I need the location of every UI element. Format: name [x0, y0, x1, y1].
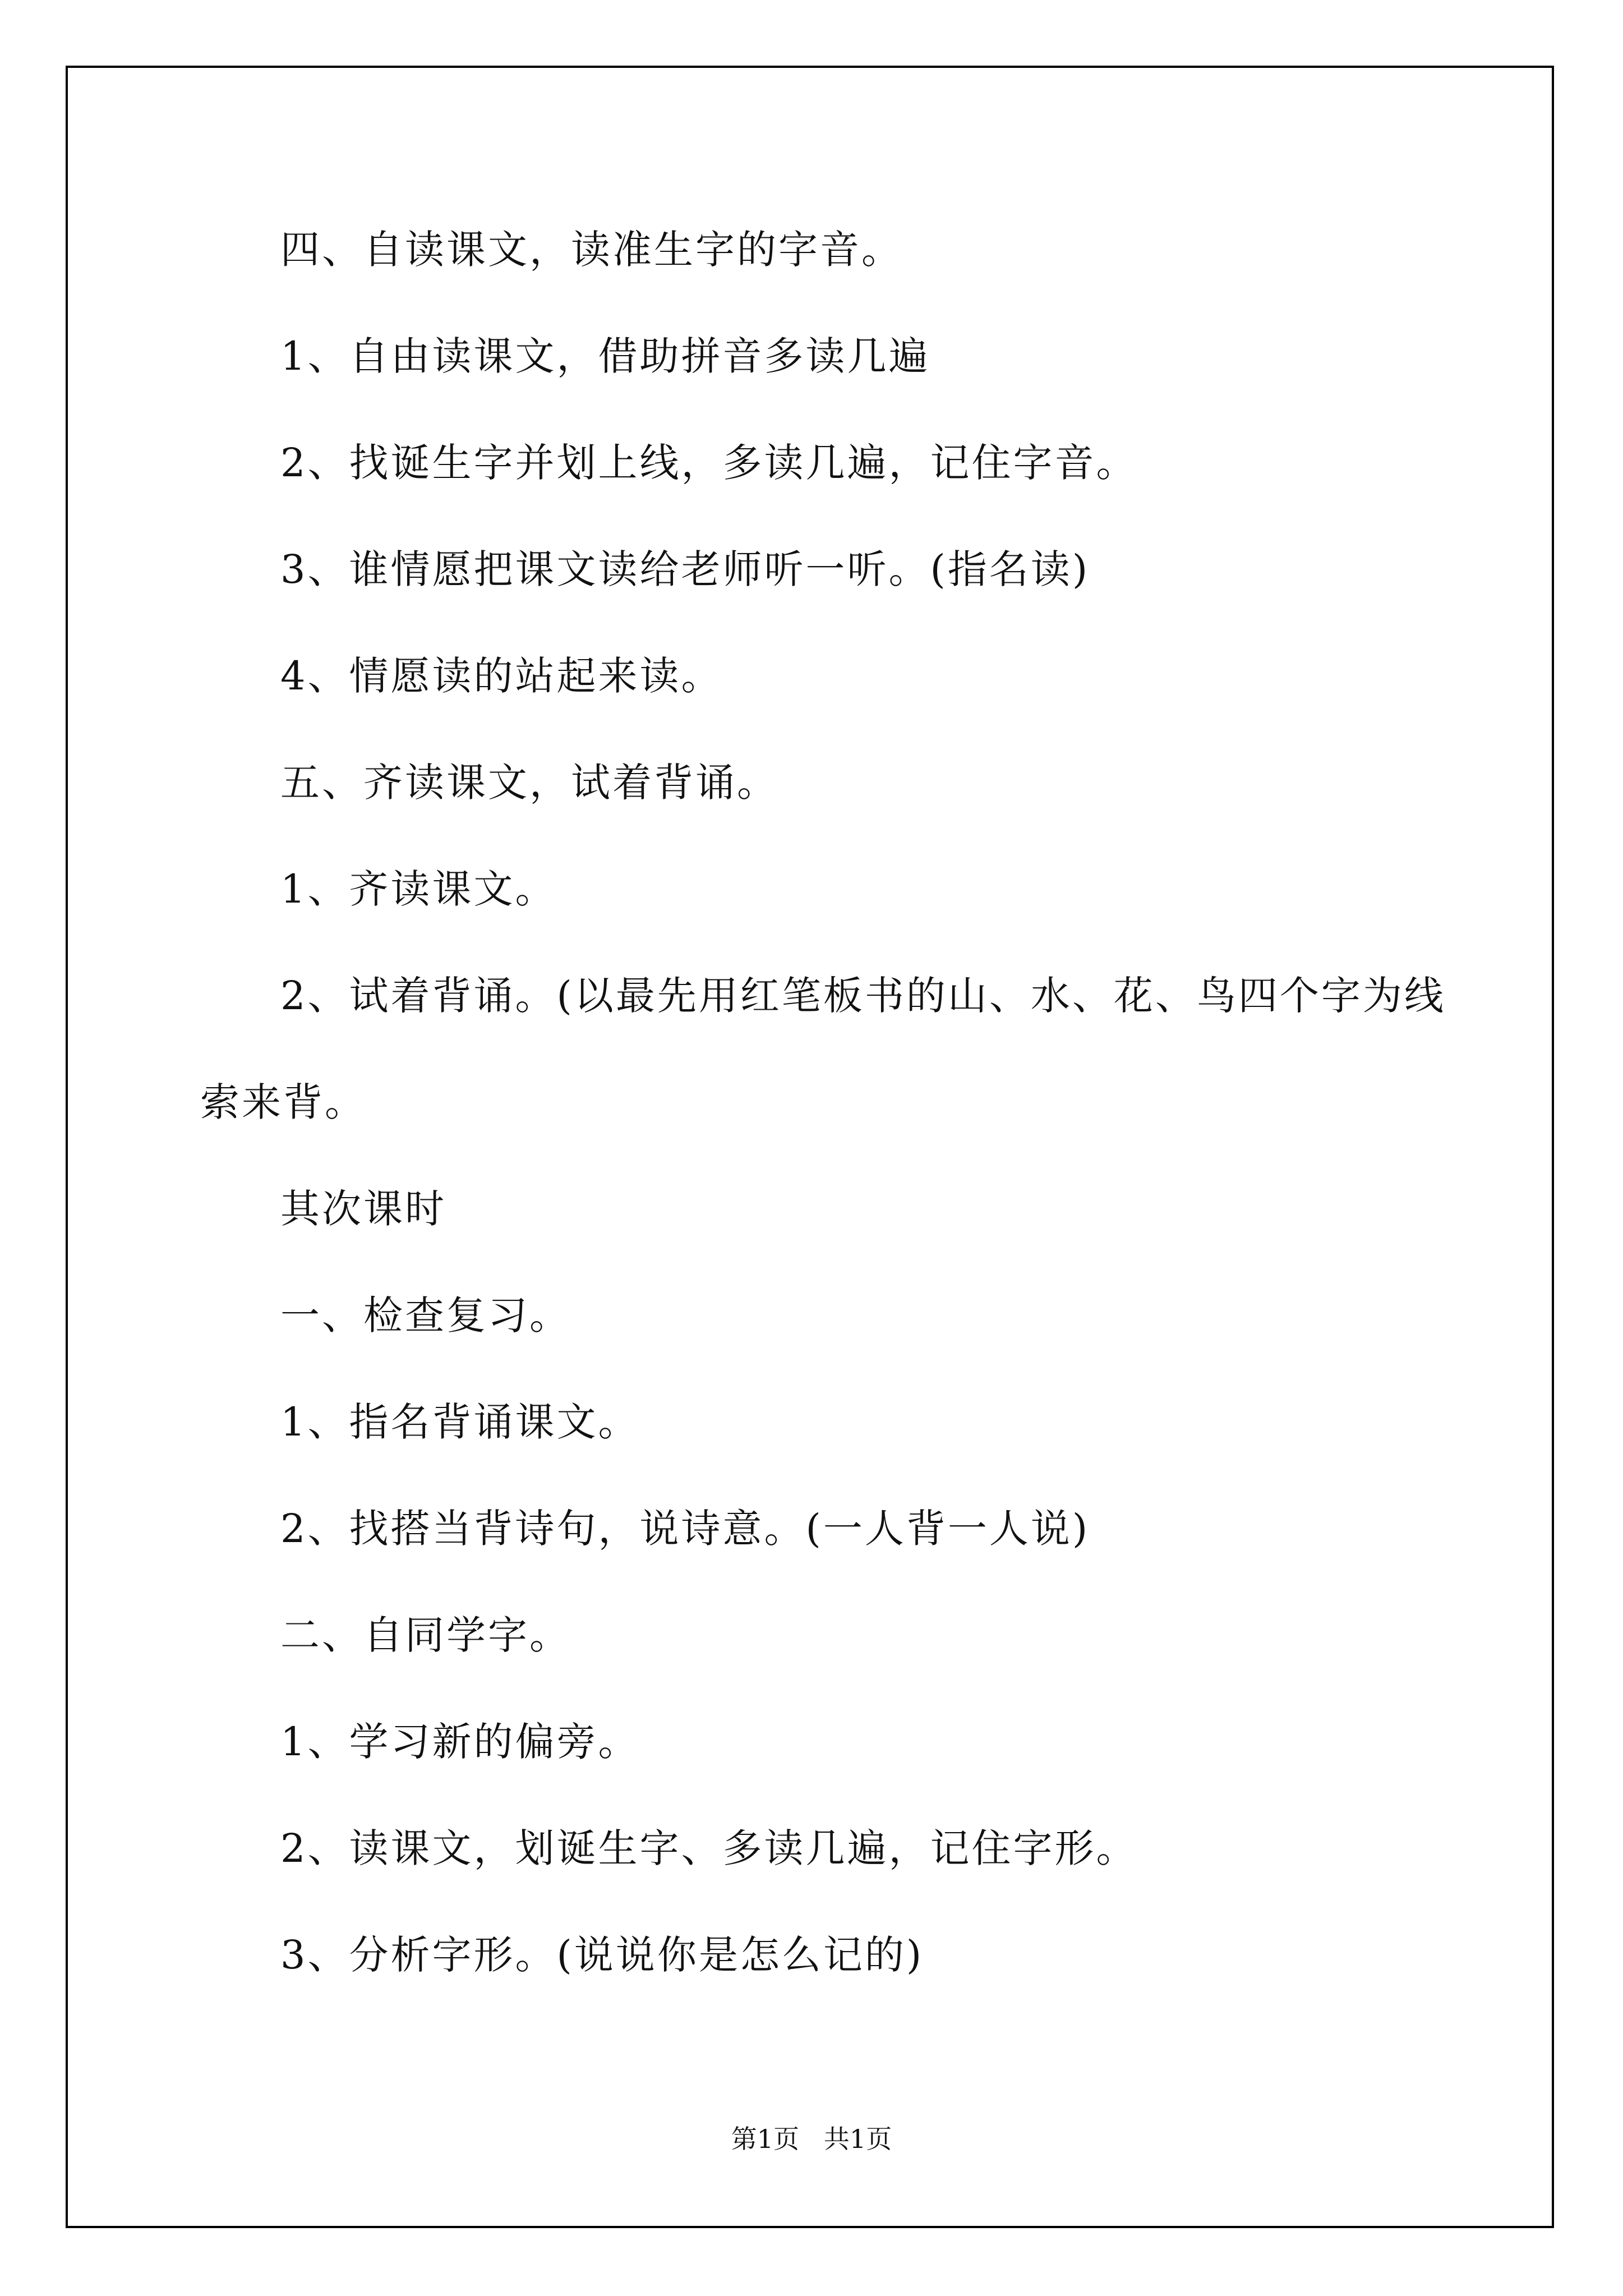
- paragraph-item: 1、自由读课文，借助拼音多读几遍: [280, 333, 930, 379]
- heading-four: 四、自读课文，读准生字的字音。: [280, 227, 903, 273]
- paragraph-item: 1、指名背诵课文。: [280, 1399, 640, 1445]
- paragraph-continuation: 索来背。: [200, 1079, 366, 1125]
- heading-five: 五、齐读课文，试着背诵。: [280, 760, 778, 806]
- paragraph-item: 1、齐读课文。: [280, 866, 557, 912]
- paragraph-item: 4、情愿读的站起来读。: [280, 653, 723, 699]
- page-border: [66, 66, 1554, 2228]
- paragraph-item: 1、学习新的偏旁。: [280, 1719, 640, 1765]
- section-title: 其次课时: [280, 1186, 446, 1232]
- paragraph-item: 3、分析字形。(说说你是怎么记的): [280, 1932, 924, 1978]
- paragraph-item: 2、读课文，划诞生字、多读几遍，记住字形。: [280, 1825, 1138, 1871]
- heading-one: 一、检查复习。: [280, 1292, 571, 1338]
- paragraph-item: 2、找搭当背诗句，说诗意。(一人背一人说): [280, 1506, 1090, 1552]
- page-footer: 第1页 共1页: [731, 2124, 892, 2154]
- paragraph-item: 2、找诞生字并划上线，多读几遍，记住字音。: [280, 440, 1138, 486]
- heading-two: 二、自同学字。: [280, 1612, 571, 1658]
- paragraph-item: 3、谁情愿把课文读给老师听一听。(指名读): [280, 546, 1090, 592]
- paragraph-item: 2、试着背诵。(以最先用红笔板书的山、水、花、鸟四个字为线: [280, 973, 1446, 1019]
